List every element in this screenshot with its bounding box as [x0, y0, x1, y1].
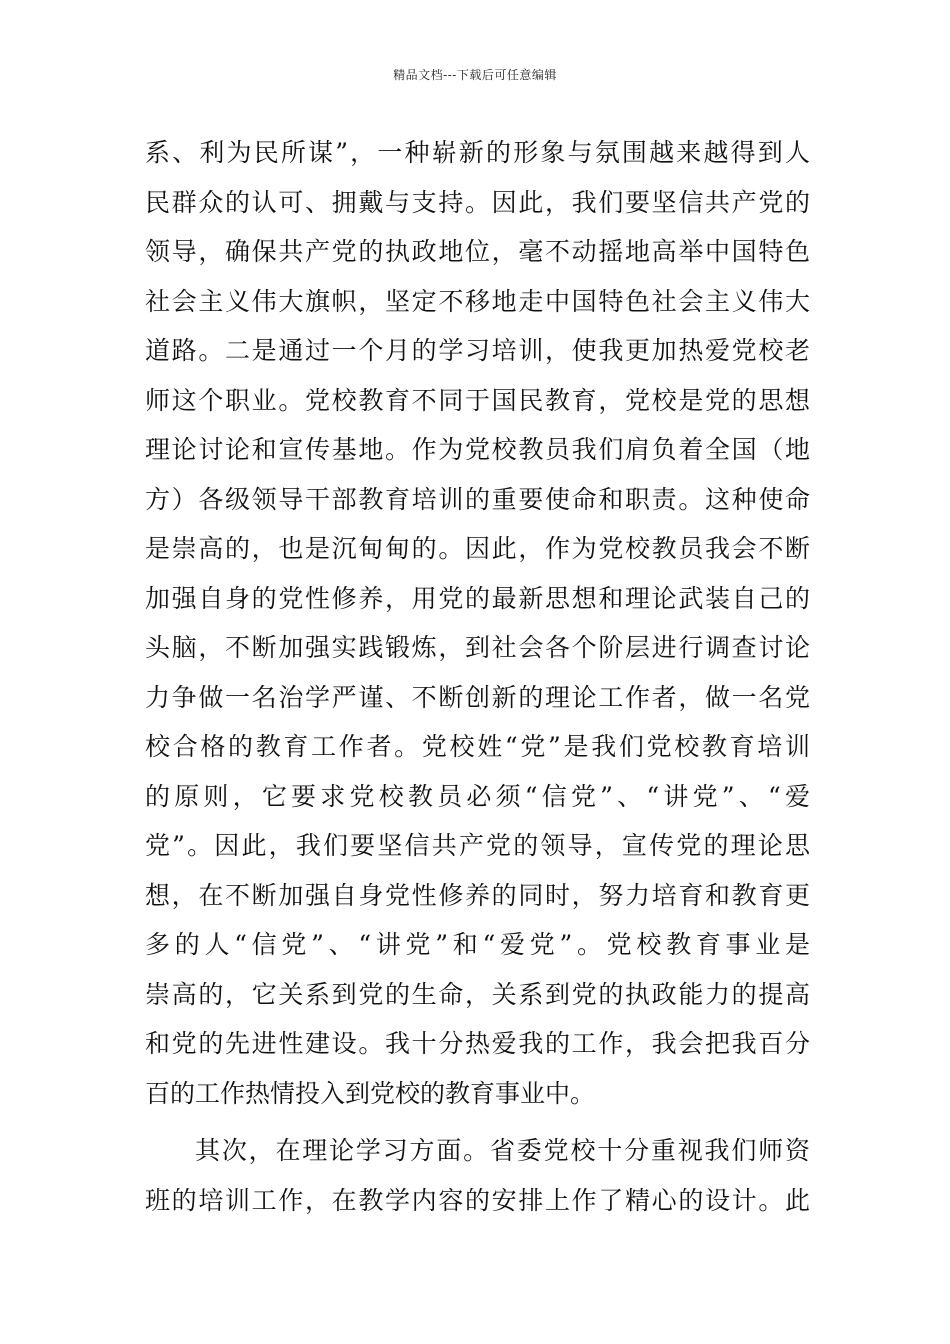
- paragraph-2-line-2: 班的培训工作，在教学内容的安排上作了精心的设计。此: [145, 1185, 810, 1215]
- paragraph-gap: [145, 1118, 810, 1126]
- paragraph-1-line-20: 百的工作热情投入到党校的教育事业中。: [145, 1078, 596, 1108]
- paragraph-1-line-7: 理论讨论和宣传基地。作为党校教员我们肩负着全国（地: [145, 435, 810, 464]
- paragraph-2-line-1: 其次，在理论学习方面。省委党校十分重视我们师资: [195, 1136, 810, 1165]
- paragraph-1-line-14: 的原则，它要求党校教员必须“信党”、“讲党”、“爱: [145, 781, 810, 811]
- paragraph-1-line-3: 领导，确保共产党的执政地位，毫不动摇地高举中国特色: [145, 237, 810, 266]
- paragraph-1-line-11: 头脑，不断加强实践锻炼，到社会各个阶层进行调查讨论: [145, 633, 810, 662]
- paragraph-1-line-10: 加强自身的党性修养，用党的最新思想和理论武装自己的: [145, 583, 810, 613]
- paragraph-1-line-13: 校合格的教育工作者。党校姓“党”是我们党校教育培训: [145, 732, 810, 761]
- paragraph-1-line-9: 是崇高的，也是沉甸甸的。因此，作为党校教员我会不断: [145, 534, 810, 563]
- document-body: [145, 128, 810, 1225]
- paragraph-1-line-17: 多的人“信党”、“讲党”和“爱党”。党校教育事业是: [145, 930, 810, 959]
- page-header: 精品文档---下载后可任意编辑: [393, 68, 557, 82]
- paragraph-1-line-19: 和党的先进性建设。我十分热爱我的工作，我会把我百分: [145, 1029, 810, 1058]
- paragraph-1-line-18: 崇高的，它关系到党的生命，关系到党的执政能力的提高: [145, 979, 810, 1009]
- paragraph-1-line-12: 力争做一名治学严谨、不断创新的理论工作者，做一名党: [145, 682, 810, 712]
- paragraph-1-line-5: 道路。二是通过一个月的学习培训，使我更加热爱党校老: [145, 336, 810, 365]
- paragraph-1-line-16: 想，在不断加强自身党性修养的同时，努力培育和教育更: [145, 880, 810, 910]
- paragraph-1-line-2: 民群众的认可、拥戴与支持。因此，我们要坚信共产党的: [145, 187, 810, 217]
- paragraph-1-line-15: 党”。因此，我们要坚信共产党的领导，宣传党的理论思: [145, 831, 810, 860]
- paragraph-1-line-1: 系、利为民所谋”，一种崭新的形象与氛围越来越得到人: [145, 138, 810, 167]
- paragraph-1-line-6: 师这个职业。党校教育不同于国民教育，党校是党的思想: [145, 385, 810, 415]
- paragraph-1-line-8: 方）各级领导干部教育培训的重要使命和职责。这种使命: [145, 484, 810, 514]
- paragraph-1-line-4: 社会主义伟大旗帜，坚定不移地走中国特色社会主义伟大: [145, 286, 810, 316]
